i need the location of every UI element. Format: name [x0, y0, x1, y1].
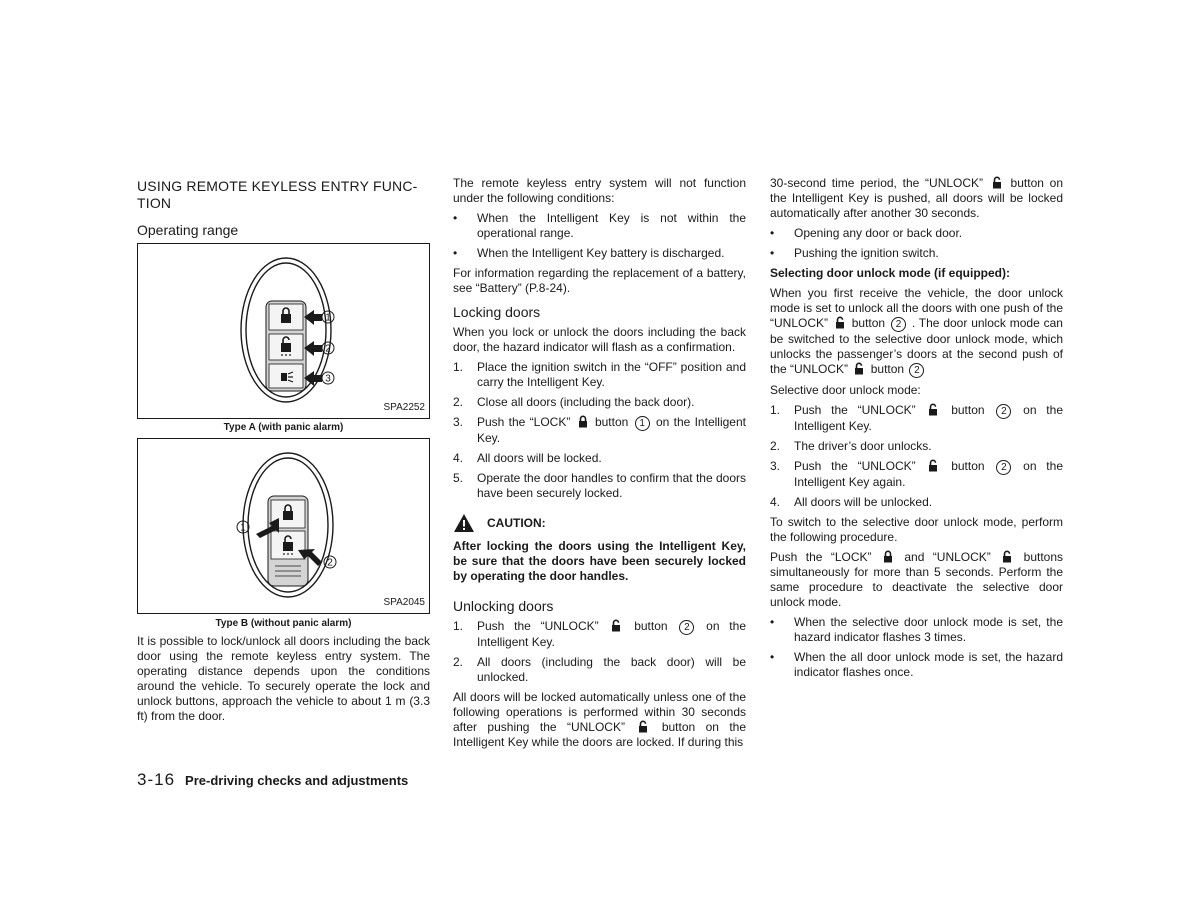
padlock-open-icon [638, 720, 648, 733]
page-number: 3-16 [137, 770, 176, 789]
list-item: 2. The driver’s door unlocks. [770, 439, 932, 453]
selective-steps [770, 403, 1063, 510]
intro-paragraph: The remote keyless entry system will not function under the following conditions: [453, 176, 746, 205]
unlock-mode-heading: Selecting door unlock mode (if equipped): [770, 266, 1011, 280]
list-item: 1. Push the “UNLOCK” button 2 on the Intelligent Key. [770, 403, 1063, 433]
unlocking-doors-heading: Unlocking doors [453, 598, 554, 614]
figure-type-b [137, 438, 430, 614]
switch-mode-paragraph: To switch to the selective door unlock mode, perform the following procedure. [770, 515, 1063, 544]
locking-steps [453, 360, 746, 501]
figure-caption: Type A (with panic alarm) [223, 422, 344, 433]
bullet-icon: • [770, 226, 775, 240]
list-item: 1. Push the “UNLOCK” button 2 on the Intelligent Key. [453, 619, 746, 649]
bullet-icon: • [770, 246, 775, 260]
list-item: • Pushing the ignition switch. [770, 246, 939, 260]
figure-code: SPA2045 [383, 597, 425, 608]
padlock-open-icon [1002, 550, 1012, 563]
padlock-open-icon [992, 176, 1002, 189]
callout-1: 1 [240, 522, 246, 534]
padlock-closed-icon [578, 415, 588, 428]
list-item: • When the Intelligent Key is not within the operational range. [453, 211, 746, 240]
locking-intro: When you lock or unlock the doors including the back door, the hazard indicator will flash as a confirmation. [453, 325, 746, 354]
column-middle [453, 176, 746, 755]
callout-2: 2 [327, 557, 333, 569]
callout-2: 2 [891, 317, 906, 332]
auto-lock-paragraph: All doors will be locked automatically unless one of the following operations is performed within 30 seconds after pushing the “UNLOCK” button on the Intelligent Key while the doors are locked. If during this [453, 690, 747, 749]
padlock-open-icon [611, 619, 621, 632]
padlock-open-icon [854, 362, 864, 375]
bullet-icon: • [770, 650, 775, 664]
callout-1: 1 [325, 312, 331, 324]
list-item: 4. All doors will be locked. [453, 451, 602, 465]
callout-2: 2 [996, 460, 1011, 475]
callout-1: 1 [635, 416, 650, 431]
list-item: 3. Push the “UNLOCK” button 2 on the Intelligent Key again. [770, 459, 1063, 489]
unlocking-steps [453, 619, 746, 685]
figure-caption: Type B (without panic alarm) [215, 618, 352, 629]
bullet-icon: • [453, 246, 458, 260]
bullet-icon: • [453, 211, 458, 225]
intelligent-key-type-b-illustration [138, 439, 429, 613]
operating-range-paragraph: It is possible to lock/unlock all doors including the back door using the remote keyless entry system. The operating distance depends upon the conditions around the vehicle. To securely operate the lock and unlock buttons, approach the vehicle to about 1 m (3.3 ft) from the door. [137, 634, 430, 723]
selective-mode-label: Selective door unlock mode: [770, 383, 921, 397]
conditions-list [453, 211, 746, 261]
chapter-title: Pre-driving checks and adjustments [185, 773, 409, 788]
callout-2: 2 [679, 620, 694, 635]
list-item: 2. Close all doors (including the back door). [453, 395, 695, 409]
push-buttons-paragraph: Push the “LOCK” and “UNLOCK” buttons simultaneously for more than 5 seconds. Perform the same procedure to deactivate the selective door unlock mode. [770, 550, 1064, 609]
list-item: 3. Push the “LOCK” button 1 on the Intelligent Key. [453, 415, 746, 445]
figure-type-a [137, 243, 430, 419]
padlock-open-icon [835, 316, 845, 329]
page-footer [137, 770, 408, 790]
caution-text: After locking the doors using the Intelligent Key, be sure that the doors have been securely locked by operating the door handles. [453, 539, 746, 583]
list-item: • When the Intelligent Key battery is discharged. [453, 246, 725, 260]
intelligent-key-type-a-illustration [138, 244, 429, 418]
padlock-open-icon [928, 403, 938, 416]
locking-doors-heading: Locking doors [453, 304, 541, 320]
list-item: 5. Operate the door handles to confirm that the doors have been securely locked. [453, 471, 746, 500]
bullet-icon: • [770, 615, 775, 629]
operating-range-heading: Operating range [137, 222, 239, 238]
continued-paragraph: 30-second time period, the “UNLOCK” button on the Intelligent Key is pushed, all doors will be locked automatically after another 30 seconds. [770, 176, 1063, 220]
warning-icon [453, 513, 475, 533]
list-item: 1. Place the ignition switch in the “OFF” position and carry the Intelligent Key. [453, 360, 746, 389]
column-right [770, 176, 1063, 685]
padlock-open-icon [928, 459, 938, 472]
list-item: 2. All doors (including the back door) will be unlocked. [453, 655, 746, 684]
section-title: USING REMOTE KEYLESS ENTRY FUNC-TION [137, 178, 418, 211]
unlock-mode-paragraph: When you first receive the vehicle, the door unlock mode is set to unlock all the doors with one push of the “UNLOCK” button 2 . The door unlock mode can be switched to the selective door unlock mode, which unlocks the passenger’s doors at the second push of the “UNLOCK” button 2 [770, 286, 1063, 376]
column-left [137, 176, 430, 729]
list-item: • When the all door unlock mode is set, the hazard indicator flashes once. [770, 650, 1063, 679]
caution-header [453, 513, 746, 533]
list-item: • Opening any door or back door. [770, 226, 963, 240]
padlock-closed-icon [883, 550, 893, 563]
callout-2: 2 [996, 404, 1011, 419]
figure-code: SPA2252 [383, 402, 425, 413]
battery-reference: For information regarding the replacement of a battery, see “Battery” (P.8-24). [453, 266, 746, 295]
list-item: 4. All doors will be unlocked. [770, 495, 933, 509]
operations-list [770, 226, 1063, 261]
callout-2: 2 [325, 343, 331, 355]
list-item: • When the selective door unlock mode is set, the hazard indicator flashes 3 times. [770, 615, 1063, 644]
indicator-list [770, 615, 1063, 680]
caution-title: CAUTION: [487, 515, 546, 530]
callout-3: 3 [325, 373, 331, 385]
callout-2: 2 [909, 363, 924, 378]
